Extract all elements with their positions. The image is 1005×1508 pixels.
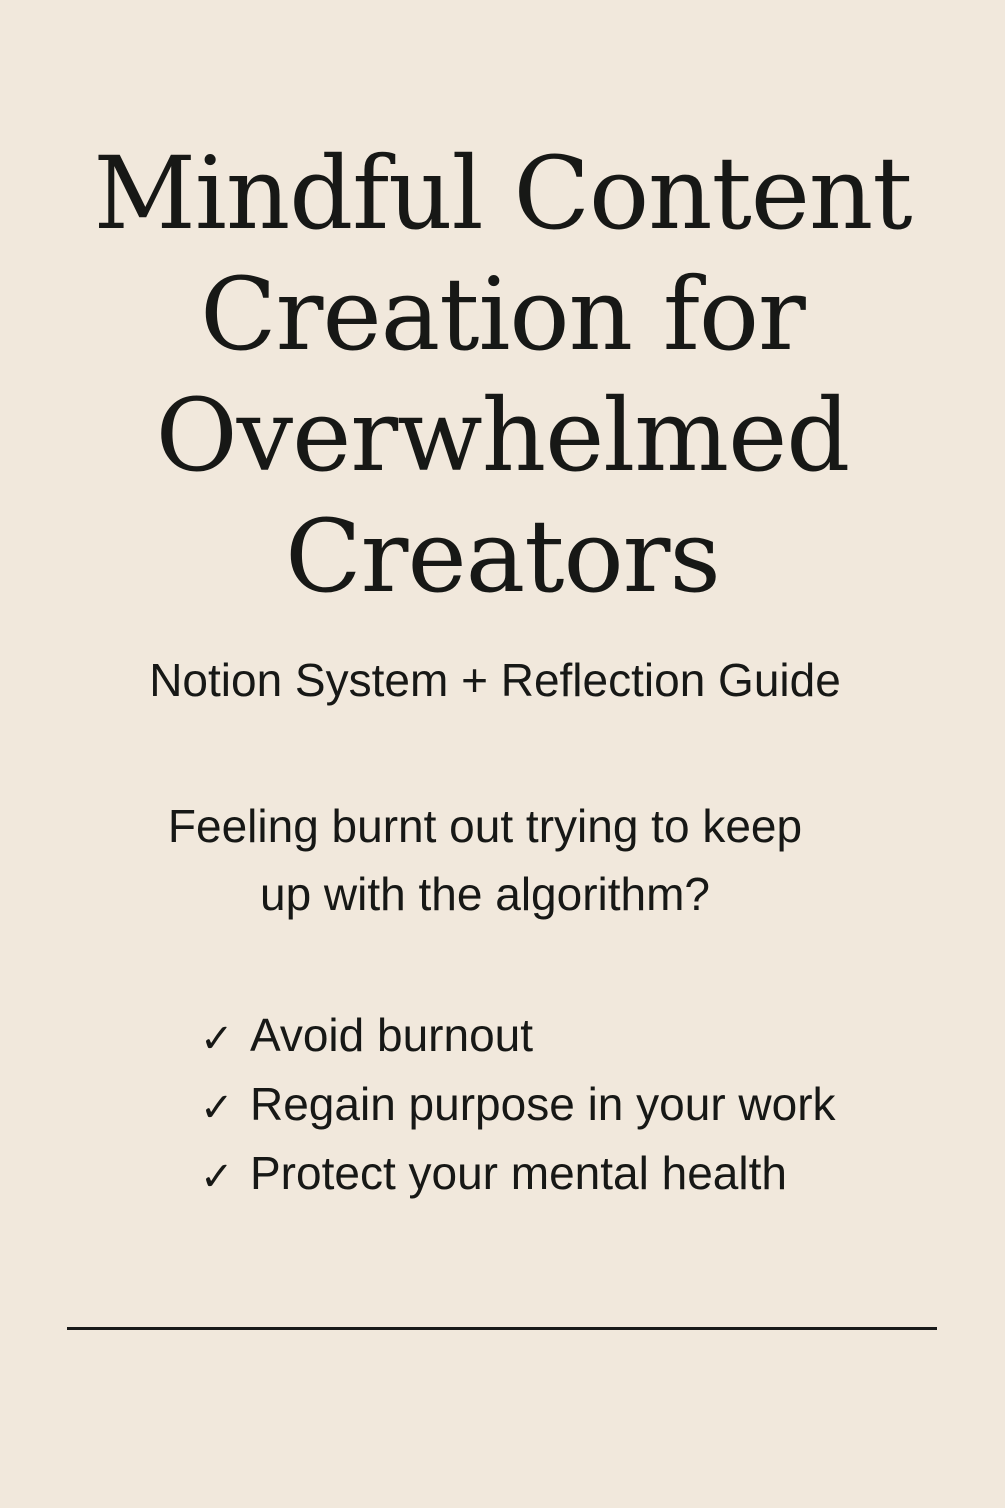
benefits-list	[200, 1000, 836, 1207]
benefit-label: Regain purpose in your work	[250, 1077, 836, 1130]
question-line: Feeling burnt out trying to keep	[167, 800, 803, 852]
checkmark-icon: ✓	[200, 1153, 234, 1200]
intro-question	[0, 792, 970, 928]
checkmark-icon: ✓	[200, 1084, 234, 1131]
question-line: up with the algorithm?	[259, 868, 711, 920]
title-line: Creators	[285, 498, 720, 615]
title-line: Overwhelmed	[155, 377, 850, 494]
checkmark-icon: ✓	[200, 1015, 234, 1062]
benefit-item	[200, 1000, 836, 1069]
page-title	[0, 133, 1005, 617]
title-line: Mindful Content	[93, 135, 912, 252]
divider-line	[67, 1327, 937, 1330]
benefit-item	[200, 1138, 836, 1207]
subtitle: Notion System + Reflection Guide	[149, 654, 841, 706]
benefit-item	[200, 1069, 836, 1138]
title-line: Creation for	[200, 256, 805, 373]
benefit-label: Avoid burnout	[250, 1008, 534, 1061]
benefit-label: Protect your mental health	[250, 1146, 787, 1199]
